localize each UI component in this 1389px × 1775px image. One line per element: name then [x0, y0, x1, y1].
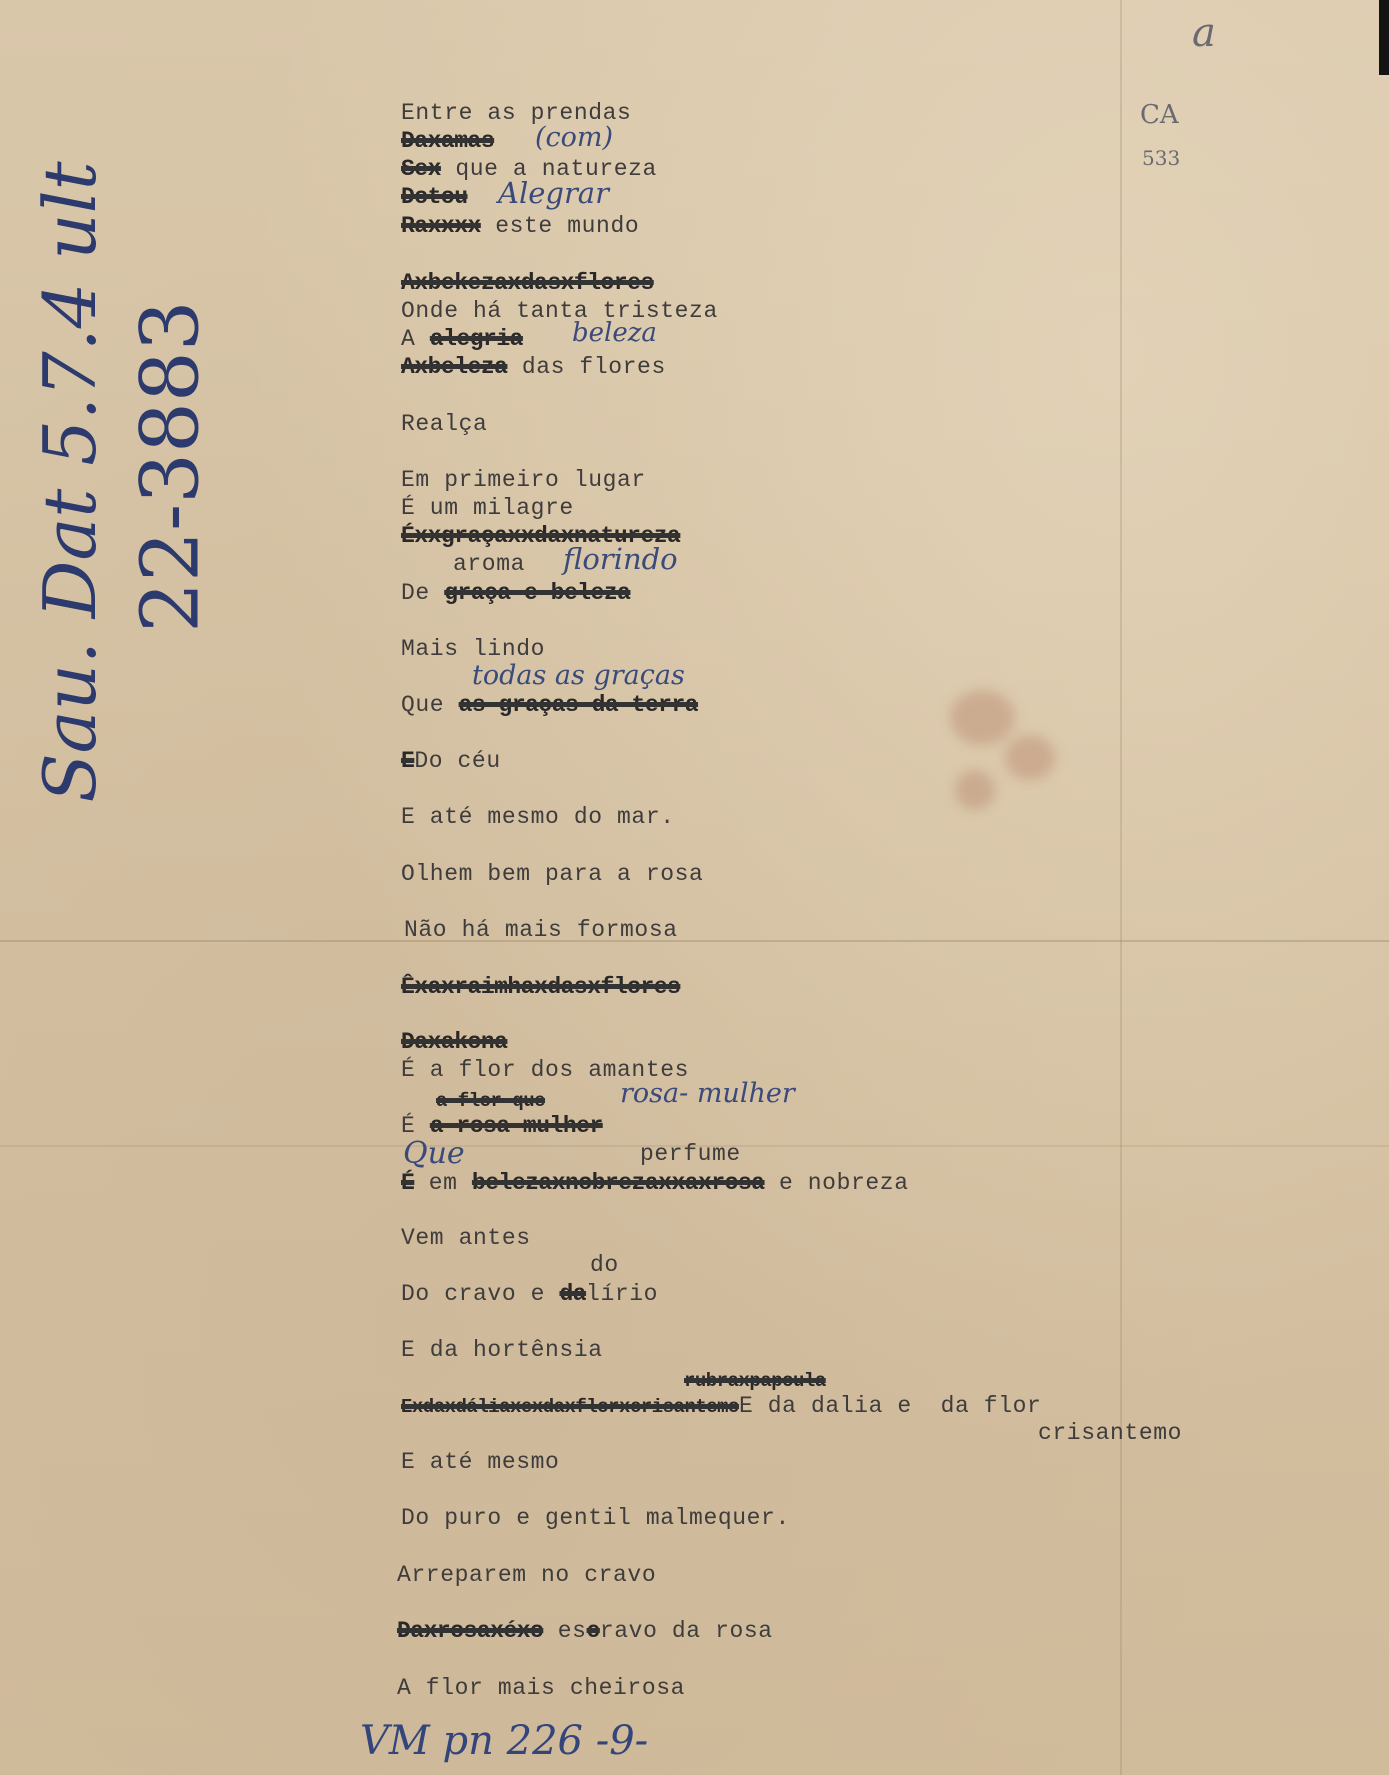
typed-text: É	[401, 1113, 430, 1139]
poem-line: A flor mais cheirosa	[397, 1675, 686, 1701]
poem-line: E da hortênsia	[401, 1337, 603, 1363]
struck-text: belezaxnobrezaxxaxrosa	[471, 1170, 765, 1196]
page-edge-shadow	[1379, 0, 1389, 75]
poem-line	[401, 1281, 658, 1307]
margin-note-outer: Sau. Dat 5.7.4 ult	[28, 161, 112, 803]
fold-crease	[1120, 0, 1122, 1775]
poem-line: perfume	[640, 1141, 741, 1167]
struck-text: E	[401, 748, 415, 774]
poem-line	[401, 213, 639, 239]
handwritten-insert: florindo	[563, 542, 678, 576]
poem-line	[401, 354, 666, 380]
handwritten-insert: (com)	[535, 122, 614, 153]
poem-line: Vem antes	[401, 1225, 531, 1251]
typed-text: E da dalia e da flor	[738, 1393, 1042, 1419]
archive-ref-line1: CA	[1140, 100, 1179, 130]
poem-line	[401, 128, 494, 154]
struck-text: Daxakona	[401, 1029, 508, 1055]
typed-text: Do cravo e	[401, 1281, 560, 1307]
poem-line	[401, 270, 654, 296]
handwritten-insert: todas as graças	[472, 660, 685, 691]
struck-text: rubraxpapoula	[684, 1370, 826, 1392]
footer-note: VM pn 226 -9-	[360, 1718, 649, 1764]
struck-text: da	[559, 1281, 587, 1307]
poem-line: Olhem bem para a rosa	[401, 861, 704, 887]
stain-mark	[950, 690, 1015, 745]
handwritten-insert: Que	[403, 1136, 465, 1171]
struck-text: Éxxgraçaxxdaxnatureza	[401, 523, 681, 549]
poem-line: Não há mais formosa	[404, 917, 678, 943]
struck-text: É	[401, 1170, 415, 1196]
handwritten-insert: do	[590, 1252, 619, 1278]
typed-text: Que	[401, 692, 459, 718]
typed-text: este mundo	[480, 213, 640, 239]
stain-mark	[955, 770, 995, 810]
margin-note-inner: 22-3883	[123, 300, 217, 633]
struck-text: Daxamas	[401, 128, 495, 154]
struck-text: Sex	[401, 156, 441, 182]
struck-text: graça e beleza	[444, 580, 631, 606]
poem-line	[684, 1370, 826, 1392]
poem-line	[401, 326, 523, 352]
archive-ref-line2: 533	[1142, 146, 1181, 170]
handwritten-insert: beleza	[572, 318, 657, 348]
poem-line: Arreparem no cravo	[397, 1562, 657, 1588]
typed-text: das flores	[507, 354, 666, 380]
struck-text: c	[586, 1618, 600, 1644]
typed-text: es	[543, 1618, 587, 1644]
poem-line	[401, 580, 630, 606]
struck-text: as graças da terra	[458, 692, 699, 718]
poem-line: E até mesmo do mar.	[401, 804, 675, 830]
struck-text: Axbekezaxdasxflores	[401, 270, 654, 296]
poem-line: aroma	[453, 551, 526, 577]
poem-line: Realça	[401, 411, 488, 437]
poem-line	[401, 974, 680, 1000]
poem-line: Do puro e gentil malmequer.	[401, 1505, 790, 1531]
struck-text: alegria	[429, 326, 523, 352]
poem-line	[401, 1393, 1041, 1419]
struck-text: a flor que	[436, 1090, 546, 1112]
struck-text: Axbeleza	[401, 354, 508, 380]
typed-text: lírio	[586, 1281, 659, 1307]
fold-crease	[0, 940, 1389, 942]
corner-mark: a	[1192, 10, 1216, 56]
typed-text: e nobreza	[764, 1170, 909, 1196]
stain-mark	[1005, 735, 1055, 780]
struck-text: Dotou	[401, 184, 468, 210]
poem-line	[401, 1029, 507, 1055]
poem-line: Onde há tanta tristeza	[401, 298, 718, 324]
typed-text: A	[401, 326, 430, 352]
poem-line: E até mesmo	[401, 1449, 560, 1475]
poem-line: É um milagre	[401, 495, 574, 521]
struck-text: Raxxxx	[401, 213, 481, 239]
poem-line	[401, 748, 501, 774]
poem-line: É a flor dos amantes	[401, 1057, 690, 1083]
struck-text: a rosa mulher	[429, 1113, 603, 1139]
handwritten-insert: rosa- mulher	[620, 1078, 795, 1109]
poem-line: Mais lindo	[401, 636, 546, 662]
poem-line: crisantemo	[1038, 1420, 1183, 1446]
typed-text: que a natureza	[440, 156, 657, 182]
struck-text: Êxaxraimhaxdasxflores	[401, 974, 681, 1000]
poem-line	[397, 1618, 773, 1644]
poem-line	[401, 692, 698, 718]
typed-text: ravo da rosa	[599, 1618, 773, 1644]
handwritten-insert: Alegrar	[498, 176, 609, 210]
typed-text: Do céu	[414, 748, 501, 774]
poem-line	[436, 1090, 545, 1112]
poem-line: Em primeiro lugar	[401, 467, 646, 493]
struck-text: Daxrosaxéxo	[397, 1618, 544, 1644]
typed-text: em	[414, 1170, 472, 1196]
typed-text: De	[401, 580, 445, 606]
poem-line	[401, 1170, 909, 1196]
struck-text: Exdaxdáliaxexdaxflorxcrisantemo	[401, 1396, 739, 1418]
poem-line: Entre as prendas	[401, 100, 632, 126]
poem-line	[401, 184, 468, 210]
